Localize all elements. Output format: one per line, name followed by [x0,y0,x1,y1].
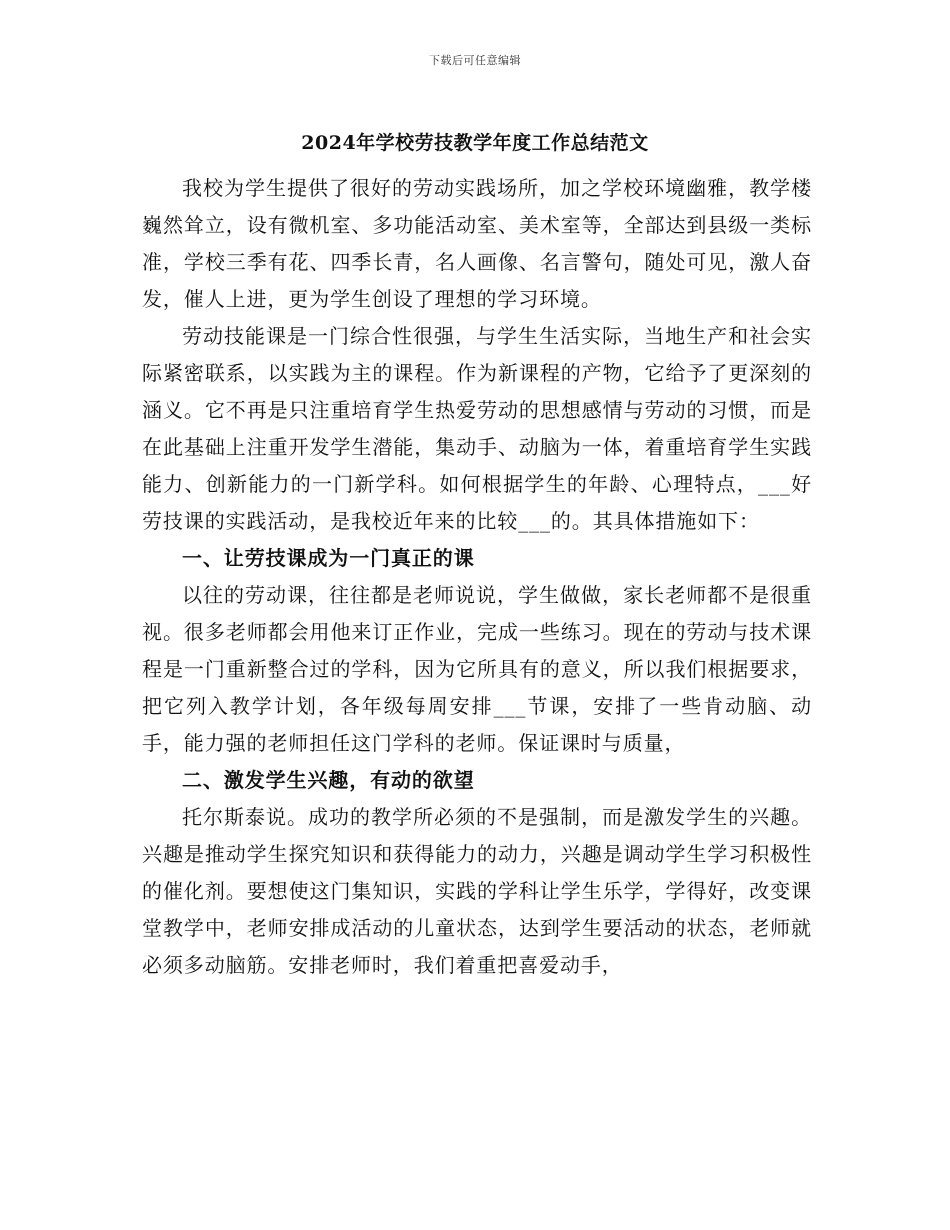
paragraph-course-description: 劳动技能课是一门综合性很强，与学生生活实际，当地生产和社会实际紧密联系，以实践为主的课程。作为新课程的产物，它给予了更深刻的涵义。它不再是只注重培育学生热爱劳动的思想感情与劳动的习惯，而是在此基础上注重开发学生潜能，集动手、动脑为一体，着重培育学生实践能力、创新能力的一门新学科。如何根据学生的年龄、心理特点，___好劳技课的实践活动，是我校近年来的比较___的。其具体措施如下： [142,324,812,533]
document-body [142,170,812,984]
header-note: 下载后可任意编辑 [429,54,521,67]
section-heading-1: 一、让劳技课成为一门真正的课 [182,546,475,570]
document-title: 2024年学校劳技教学年度工作总结范文 [301,132,649,154]
paragraph-intro: 我校为学生提供了很好的劳动实践场所，加之学校环境幽雅，教学楼巍然耸立，设有微机室、多功能活动室、美术室等，全部达到县级一类标准，学校三季有花、四季长青，名人画像、名言警句，随处可见，激人奋发，催人上进，更为学生创设了理想的学习环境。 [142,176,812,311]
paragraph-section-2: 托尔斯泰说。成功的教学所必须的不是强制，而是激发学生的兴趣。兴趣是推动学生探究知识和获得能力的动力，兴趣是调动学生学习积极性的催化剂。要想使这门集知识，实践的学科让学生乐学，学得好，改变课堂教学中，老师安排成活动的儿童状态，达到学生要活动的状态，老师就必须多动脑筋。安排老师时，我们着重把喜爱动手， [142,805,812,977]
paragraph-section-1: 以往的劳动课，往往都是老师说说，学生做做，家长老师都不是很重视。很多老师都会用他来订正作业，完成一些练习。现在的劳动与技术课程是一门重新整合过的学科，因为它所具有的意义，所以我们根据要求，把它列入教学计划，各年级每周安排___节课，安排了一些肯动脑、动手，能力强的老师担任这门学科的老师。保证课时与质量， [142,583,812,755]
section-heading-2: 二、激发学生兴趣，有动的欲望 [182,768,475,792]
